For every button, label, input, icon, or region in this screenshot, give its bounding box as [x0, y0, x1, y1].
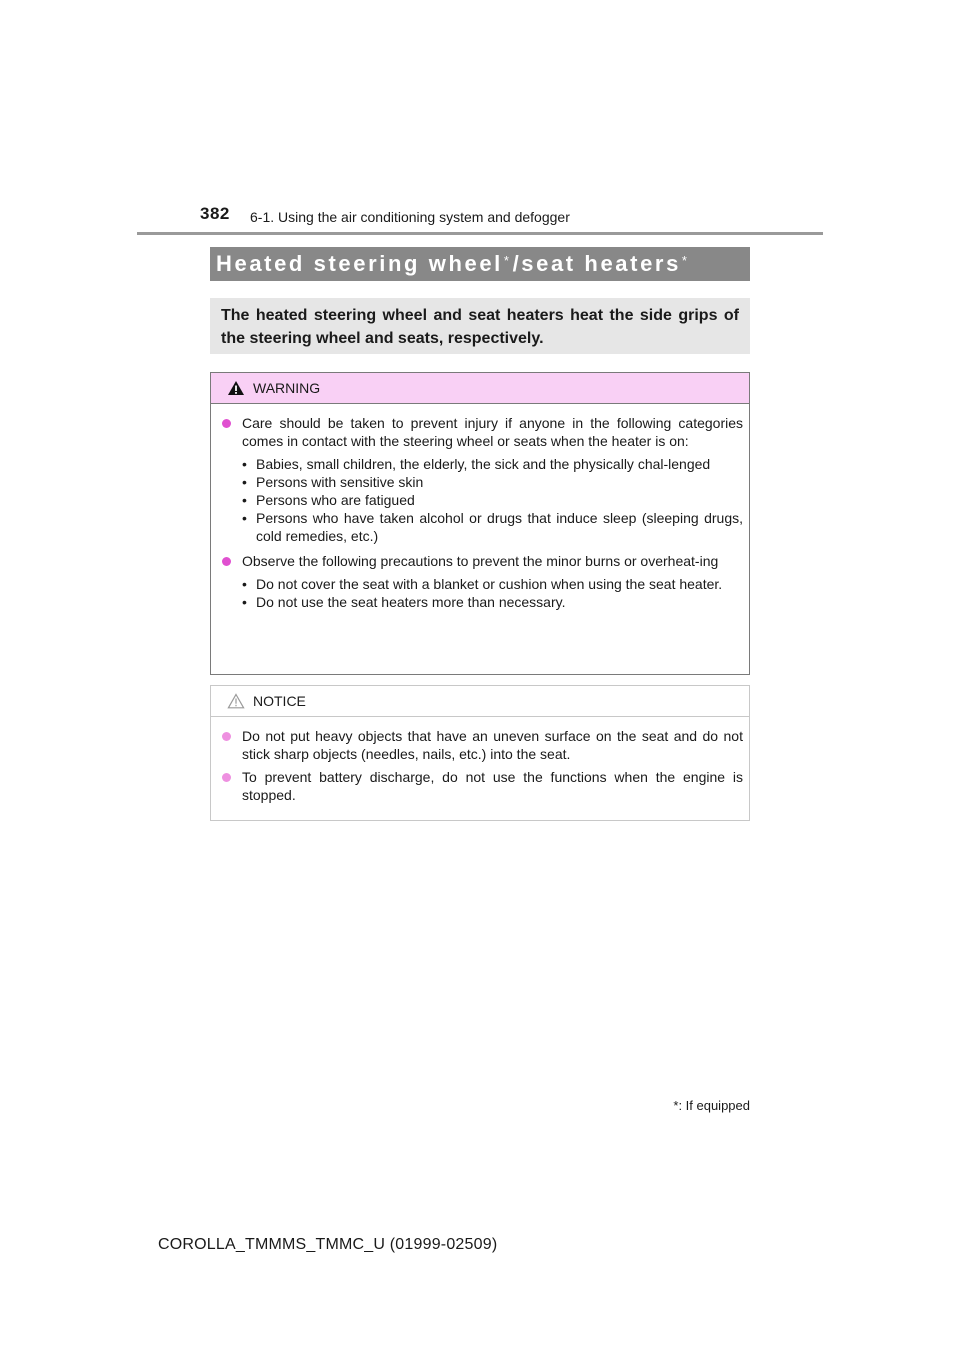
warning-sublist	[242, 570, 743, 613]
warning-triangle-icon	[227, 380, 245, 396]
footnote-text: : If equipped	[678, 1098, 750, 1113]
bullet-dot-icon	[222, 557, 231, 566]
bullet-dot-icon	[222, 773, 231, 782]
warning-subitem: • Persons with sensitive skin	[242, 473, 743, 491]
warning-body	[211, 404, 749, 613]
notice-header	[211, 686, 749, 717]
footnote-mark: *	[673, 1098, 679, 1113]
notice-item	[242, 727, 743, 763]
warning-sublist	[242, 450, 743, 547]
notice-item-text: To prevent battery discharge, do not use the functions when the engine is stopped.	[242, 769, 743, 803]
warning-header	[211, 373, 749, 404]
caution-triangle-icon	[227, 693, 245, 709]
warning-item-text: Observe the following precautions to prevent the minor burns or overheat-ing	[242, 553, 719, 569]
intro-text: The heated steering wheel and seat heaters heat the side grips of the steering wheel and seats, respectively.	[210, 298, 750, 354]
section-title	[210, 247, 750, 281]
warning-subitem: • Do not cover the seat with a blanket or cushion when using the seat heater.	[242, 575, 743, 593]
warning-label: WARNING	[253, 380, 321, 396]
bullet-dot-icon	[222, 732, 231, 741]
notice-item-text: Do not put heavy objects that have an uneven surface on the seat and do not stick sharp objects (needles, nails, etc.) into the seat.	[242, 728, 743, 762]
section-label: 6-1. Using the air conditioning system and defogger	[250, 209, 570, 225]
title-part2: /seat heaters	[512, 251, 681, 276]
warning-subitem: • Persons who are fatigued	[242, 491, 743, 509]
notice-box	[210, 685, 750, 821]
warning-subitem: • Do not use the seat heaters more than necessary.	[242, 593, 743, 611]
title-mark2: *	[681, 252, 690, 268]
warning-subitem: • Babies, small children, the elderly, the sick and the physically chal-lenged	[242, 455, 743, 473]
bullet-dot-icon	[222, 419, 231, 428]
notice-label: NOTICE	[253, 693, 306, 709]
footer-code: COROLLA_TMMMS_TMMC_U (01999-02509)	[158, 1236, 498, 1253]
page-number: 382	[200, 204, 230, 223]
title-mark1: *	[503, 252, 512, 268]
notice-body	[211, 717, 749, 804]
warning-box	[210, 372, 750, 675]
header-rule	[137, 232, 823, 235]
footnote	[673, 1098, 750, 1113]
warning-item	[242, 414, 743, 547]
title-part1: Heated steering wheel	[216, 251, 503, 276]
warning-item	[242, 552, 743, 613]
warning-subitem: • Persons who have taken alcohol or drugs that induce sleep (sleeping drugs, cold remedies, etc.)	[242, 509, 743, 545]
notice-item	[242, 768, 743, 804]
warning-item-text: Care should be taken to prevent injury if anyone in the following categories comes in contact with the steering wheel or seats when the heater is on:	[242, 415, 743, 449]
